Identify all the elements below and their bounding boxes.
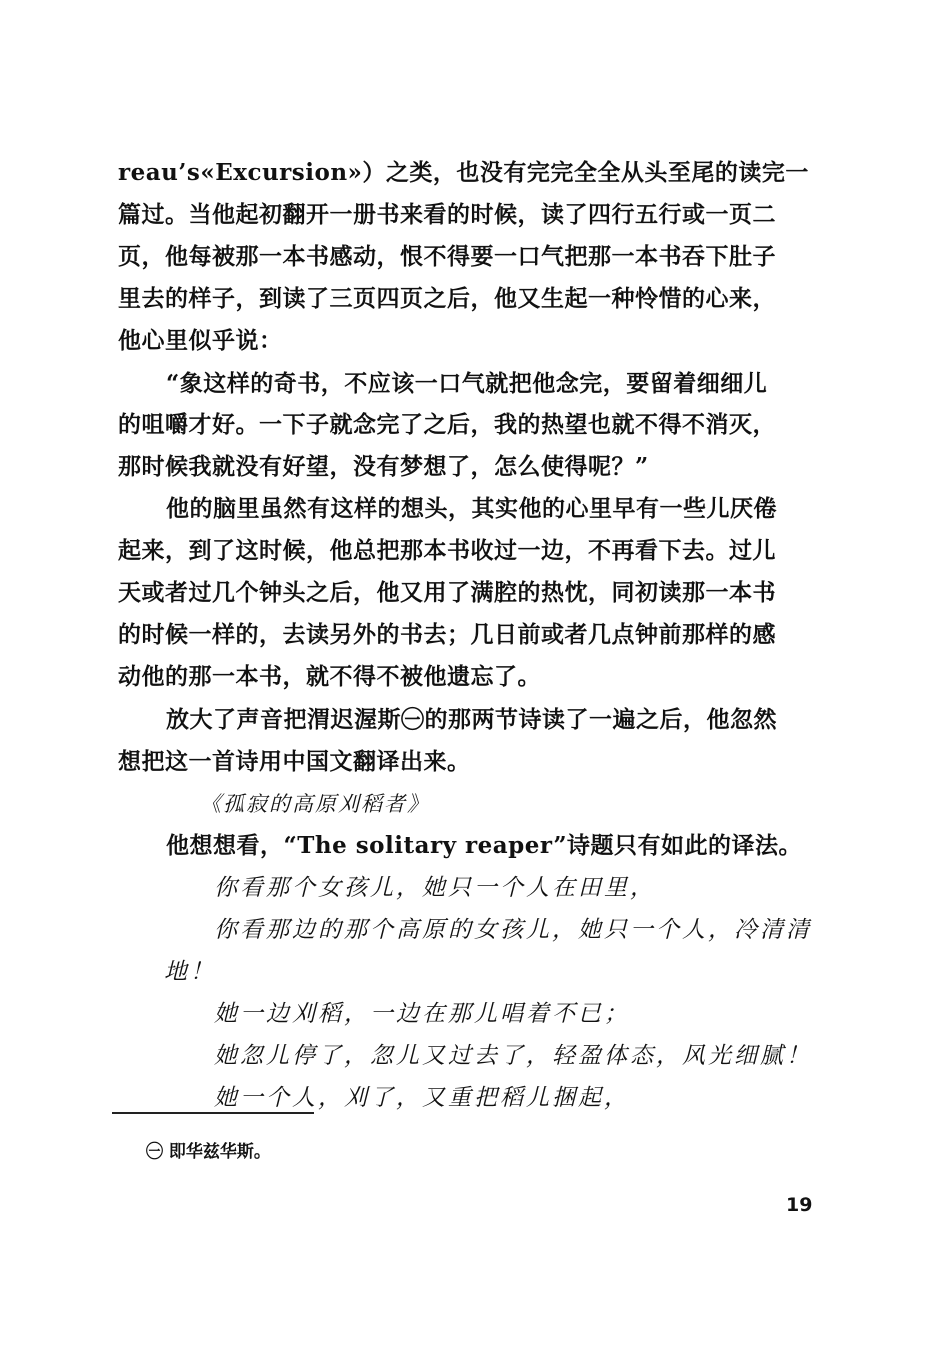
poem-line: 你看那边的那个高原的女孩儿，她只一个人，冷清清 [214, 917, 812, 943]
body-text-line: 他的脑里虽然有这样的想头，其实他的心里早有一些儿厌倦 [166, 495, 777, 522]
body-text-line: 他心里似乎说： [118, 327, 283, 354]
body-text-line: 他想想看，“The solitary reaper”诗题只有如此的译法。 [166, 832, 803, 859]
footnote-divider [112, 1112, 314, 1114]
footnote: ㊀ 即华兹华斯。 [146, 1142, 271, 1162]
body-text-line: reau’s«Excursion»）之类，也没有完完全全从头至尾的读完一 [118, 159, 809, 186]
body-text-line: 放大了声音把渭迟渥斯㊀的那两节诗读了一遍之后，他忽然 [166, 706, 777, 733]
poem-line: 她忽儿停了，忽儿又过去了，轻盈体态，风光细腻！ [214, 1043, 812, 1069]
poem-line: 她一个人，刈了，又重把稻儿捆起， [214, 1085, 630, 1111]
poem-line: 地！ [164, 959, 216, 985]
body-text-line: 起来，到了这时候，他总把那本书收过一边，不再看下去。过儿 [118, 537, 776, 564]
body-text-line: 里去的样子，到读了三页四页之后，他又生起一种怜惜的心来， [118, 285, 776, 312]
body-text-line: 那时候我就没有好望，没有梦想了，怎么使得呢？” [118, 453, 649, 480]
poem-line: 她一边刈稻，一边在那儿唱着不已； [214, 1001, 630, 1027]
body-text-line: 的时候一样的，去读另外的书去；几日前或者几点钟前那样的感 [118, 621, 776, 648]
body-text-line: 篇过。当他起初翻开一册书来看的时候，读了四行五行或一页二 [118, 201, 776, 228]
body-text-line: 动他的那一本书，就不得不被他遗忘了。 [118, 663, 541, 690]
body-text-line: “象这样的奇书，不应该一口气就把他念完，要留着细细儿 [166, 370, 768, 397]
body-text-line: 的咀嚼才好。一下子就念完了之后，我的热望也就不得不消灭， [118, 411, 776, 438]
body-text-line: 天或者过几个钟头之后，他又用了满腔的热忱，同初读那一本书 [118, 579, 776, 606]
poem-line: 你看那个女孩儿，她只一个人在田里， [214, 875, 656, 901]
poem-title: 《孤寂的高原刈稻者》 [200, 792, 430, 816]
body-text-line: 页，他每被那一本书感动，恨不得要一口气把那一本书吞下肚子 [118, 243, 776, 270]
page-number: 19 [786, 1194, 813, 1216]
body-text-line: 想把这一首诗用中国文翻译出来。 [118, 748, 471, 775]
